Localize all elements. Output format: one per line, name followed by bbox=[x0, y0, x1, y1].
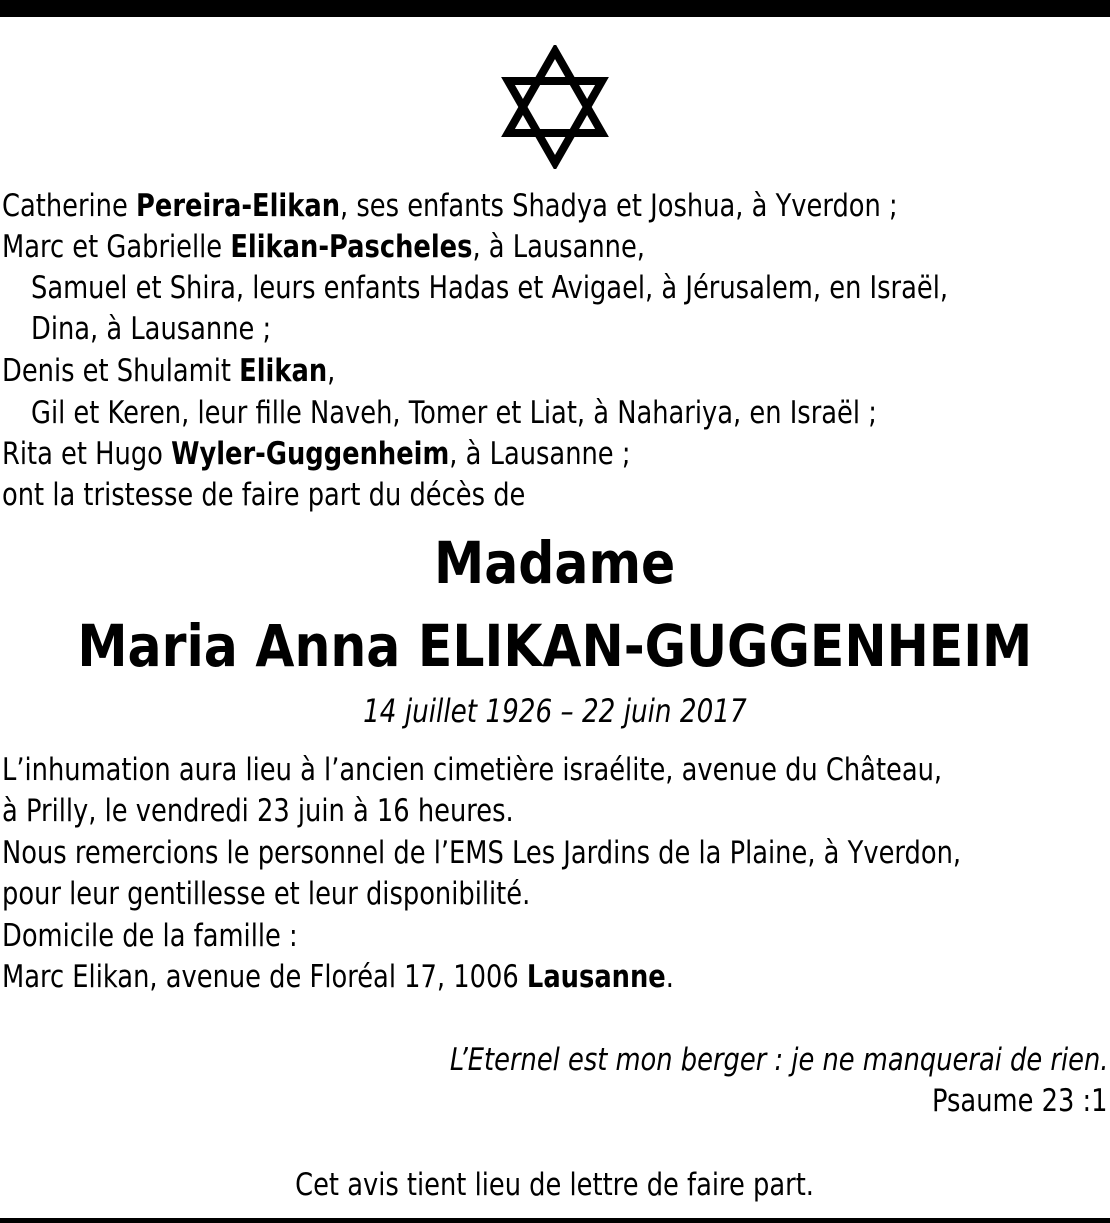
family-line-2: Marc et Gabrielle Elikan-Pascheles, à Lausanne, bbox=[2, 229, 645, 265]
family-address: Marc Elikan, avenue de Floréal 17, 1006 Lausanne. bbox=[2, 959, 674, 995]
top-border-rule bbox=[0, 0, 1110, 17]
deceased-dates: 14 juillet 1926 – 22 juin 2017 bbox=[363, 692, 747, 730]
burial-line-2: à Prilly, le vendredi 23 juin à 16 heures. bbox=[2, 793, 514, 829]
announcement-line: ont la tristesse de faire part du décès de bbox=[2, 477, 526, 513]
thanks-line-1: Nous remercions le personnel de l’EMS Les Jardins de la Plaine, à Yverdon, bbox=[2, 835, 962, 871]
address-city: Lausanne bbox=[526, 959, 666, 995]
thanks-line-2: pour leur gentillesse et leur disponibilité. bbox=[2, 876, 531, 912]
family-line-4: Dina, à Lausanne ; bbox=[31, 311, 272, 347]
deceased-title: Madame bbox=[434, 529, 676, 597]
family-line-1: Catherine Pereira-Elikan, ses enfants Shadya et Joshua, à Yverdon ; bbox=[2, 188, 898, 224]
family-line-5: Denis et Shulamit Elikan, bbox=[2, 353, 336, 389]
family-name-bold: Wyler-Guggenheim bbox=[171, 436, 450, 472]
domicile-label: Domicile de la famille : bbox=[2, 918, 298, 954]
closing-note: Cet avis tient lieu de lettre de faire part. bbox=[295, 1167, 815, 1203]
family-line-7: Rita et Hugo Wyler-Guggenheim, à Lausanne ; bbox=[2, 436, 631, 472]
star-of-david-icon bbox=[500, 45, 610, 169]
burial-line-1: L’inhumation aura lieu à l’ancien cimetière israélite, avenue du Château, bbox=[2, 752, 943, 788]
family-name-bold: Elikan bbox=[239, 353, 328, 389]
deceased-name: Maria Anna ELIKAN-GUGGENHEIM bbox=[77, 612, 1033, 680]
family-name-bold: Pereira-Elikan bbox=[136, 188, 341, 224]
family-line-6: Gil et Keren, leur fille Naveh, Tomer et Liat, à Nahariya, en Israël ; bbox=[31, 395, 877, 431]
family-line-3: Samuel et Shira, leurs enfants Hadas et Avigael, à Jérusalem, en Israël, bbox=[31, 270, 949, 306]
family-name-bold: Elikan-Pascheles bbox=[230, 229, 473, 265]
psalm-quote: L’Eternel est mon berger : je ne manquerai de rien. bbox=[449, 1042, 1108, 1078]
psalm-source: Psaume 23 :1 bbox=[932, 1083, 1108, 1119]
bottom-border-rule bbox=[0, 1218, 1110, 1223]
